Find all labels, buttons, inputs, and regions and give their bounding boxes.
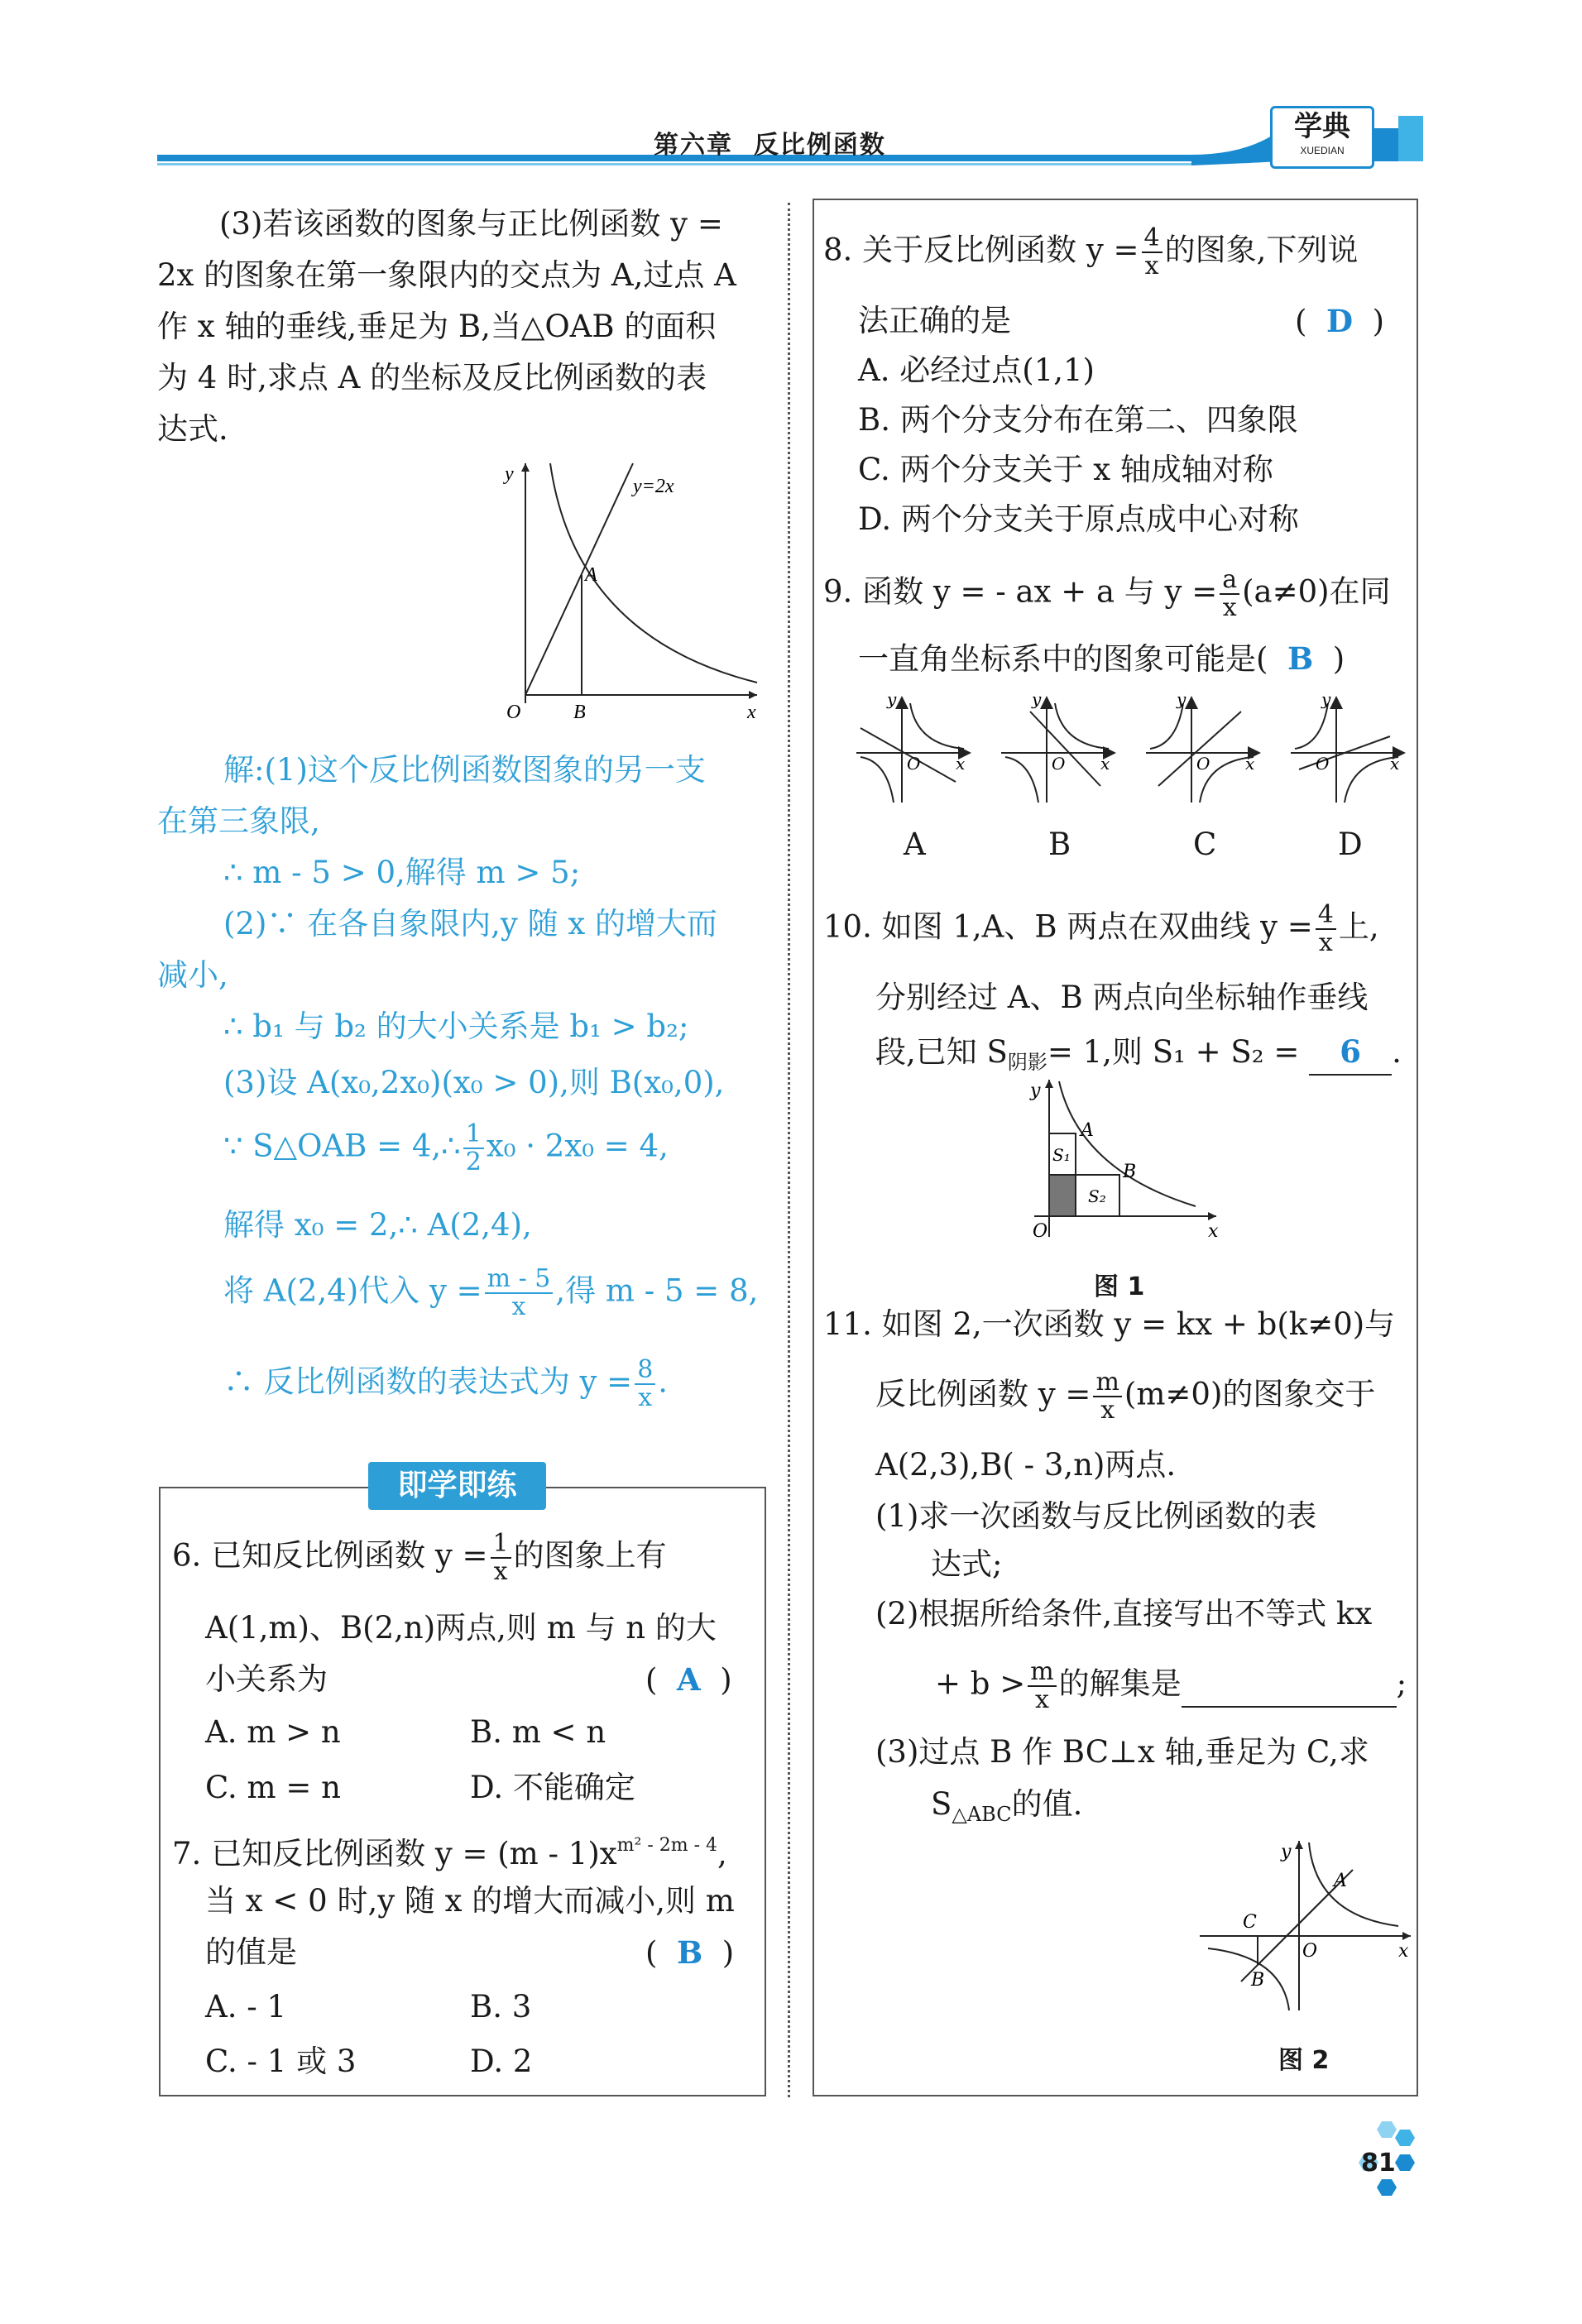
- solution-line9: 解得 x₀ = 2,∴ A(2,4),: [223, 1207, 532, 1243]
- solution-line5: 减小,: [157, 957, 228, 993]
- solution-line7: (3)设 A(x₀,2x₀)(x₀ > 0),则 B(x₀,0),: [223, 1065, 725, 1100]
- solution-line2: 在第三象限,: [157, 803, 320, 839]
- q6-option-a: A. m > n: [205, 1714, 341, 1750]
- svg-text:y: y: [1030, 1081, 1041, 1101]
- q11-figure-caption: 图 2: [1278, 2046, 1330, 2075]
- svg-text:O: O: [1316, 754, 1330, 774]
- q3-line2: 2x 的图象在第一象限内的交点为 A,过点 A: [157, 257, 736, 293]
- q8-option-c: C. 两个分支关于 x 轴成轴对称: [858, 452, 1273, 487]
- q8-line2: 法正确的是: [858, 303, 1011, 338]
- q9-graph-d: [1291, 689, 1402, 803]
- q7-line2: 当 x < 0 时,y 随 x 的增大而减小,则 m: [205, 1883, 735, 1919]
- svg-text:x: x: [1100, 754, 1110, 774]
- q3-graph-line-label: y=2x: [633, 476, 674, 497]
- q3-graph-o-label: O: [506, 702, 521, 723]
- q9-graph-a: [856, 689, 968, 803]
- q3-graph-y-label: y: [505, 463, 514, 485]
- q7-line1: 7. 已知反比例函数 $y = (m - 1)x^{m^2 - 2m - 4}$,: [172, 1835, 727, 1871]
- svg-text:x: x: [1245, 754, 1255, 774]
- q11-line5: 达式;: [931, 1546, 1003, 1582]
- q10-line2: 分别经过 A、B 两点向坐标轴作垂线: [875, 980, 1369, 1015]
- solution-line8: ∵ S△OAB = 4,∴ $\frac{1}{2}$ x₀ · 2x₀ = 4,: [223, 1119, 669, 1176]
- svg-text:O: O: [1302, 1941, 1318, 1962]
- svg-text:B: B: [1251, 1970, 1265, 1991]
- svg-text:x: x: [956, 754, 966, 774]
- svg-text:y: y: [887, 689, 897, 709]
- q8-line1: 8. 关于反比例函数 y = $\frac{4}{x}$ 的图象,下列说: [823, 223, 1359, 280]
- q11-line2: 反比例函数 y = $\frac{m}{x}$ (m≠0)的图象交于: [875, 1368, 1376, 1425]
- practice-title: 即学即练: [368, 1462, 546, 1510]
- q6-line3: 小关系为: [205, 1661, 328, 1697]
- q7-option-a: A. - 1: [205, 1989, 287, 2025]
- q8-option-b: B. 两个分支分布在第二、四象限: [858, 402, 1298, 438]
- brand-logo: 学典 XUEDIAN: [1270, 106, 1374, 169]
- q11-line7: + b > $\frac{m}{x}$ 的解集是 ;: [935, 1657, 1407, 1714]
- q11-figure: [1191, 1833, 1415, 2019]
- q7-option-b: B. 3: [470, 1989, 532, 2025]
- q11-line3: A(2,3),B( - 3,n)两点.: [875, 1447, 1177, 1483]
- svg-text:A: A: [1334, 1871, 1347, 1891]
- svg-text:S₂: S₂: [1088, 1186, 1106, 1206]
- q8-option-d: D. 两个分支关于原点成中心对称: [858, 501, 1299, 537]
- q7-answer: ( B ): [645, 1934, 735, 1971]
- q6-line1: 6. 已知反比例函数 y = $\frac{1}{x}$ 的图象上有: [172, 1529, 667, 1586]
- solution-line1: 解:(1)这个反比例函数图象的另一支: [223, 752, 706, 788]
- svg-text:O: O: [907, 754, 921, 774]
- column-divider: [788, 203, 790, 2097]
- q11-line9: $S_{\triangle ABC}$的值.: [931, 1786, 1083, 1826]
- svg-text:O: O: [1052, 754, 1066, 774]
- svg-text:B: B: [1123, 1162, 1137, 1182]
- solution-line6: ∴ b₁ 与 b₂ 的大小关系是 b₁ > b₂;: [223, 1009, 689, 1044]
- svg-text:x: x: [1208, 1221, 1219, 1242]
- q3-graph: [484, 455, 765, 728]
- q11-line6: (2)根据所给条件,直接写出不等式 kx: [875, 1596, 1373, 1632]
- q3-line3: 作 x 轴的垂线,垂足为 B,当△OAB 的面积: [157, 309, 717, 344]
- page-number: 81: [1361, 2149, 1396, 2178]
- q9-choice-d: D: [1338, 827, 1363, 862]
- q10-line3: 段,已知 $S_{阴影}= 1$,则 S₁ + S₂ = 6 .: [875, 1030, 1402, 1084]
- solution-line10: 将 A(2,4)代入 y = $\frac{m - 5}{x}$ ,得 m - 5 = 8,: [223, 1264, 759, 1321]
- q9-graph-c: [1146, 689, 1258, 803]
- svg-text:y: y: [1032, 689, 1042, 709]
- svg-text:S₁: S₁: [1052, 1145, 1071, 1165]
- q3-graph-x-label: x: [747, 702, 756, 723]
- q9-line2: 一直角坐标系中的图象可能是( B ): [858, 640, 1345, 677]
- q7-option-c: C. - 1 或 3: [205, 2044, 357, 2079]
- q6-answer: ( A ): [645, 1661, 732, 1698]
- q11-line4: (1)求一次函数与反比例函数的表: [875, 1498, 1317, 1534]
- chapter-title: 第六章 反比例函数: [654, 131, 886, 160]
- q9-choice-c: C: [1193, 827, 1217, 862]
- svg-text:x: x: [1398, 1941, 1409, 1962]
- q6-option-d: D. 不能确定: [470, 1770, 635, 1805]
- q9-graph-b: [1001, 689, 1113, 803]
- svg-text:A: A: [1081, 1120, 1094, 1141]
- q8-answer: ( D ): [1295, 303, 1385, 339]
- q9-choice-b: B: [1048, 827, 1071, 862]
- q9-choice-a: A: [904, 827, 926, 862]
- q7-option-d: D. 2: [470, 2044, 533, 2079]
- q6-line2: A(1,m)、B(2,n)两点,则 m 与 n 的大: [205, 1610, 717, 1646]
- q11-line8: (3)过点 B 作 BC⊥x 轴,垂足为 C,求: [875, 1734, 1369, 1770]
- q3-graph-a-label: A: [585, 564, 597, 586]
- svg-text:y: y: [1281, 1842, 1292, 1862]
- q3-graph-b-label: B: [573, 702, 586, 723]
- q10-line1: 10. 如图 1,A、B 两点在双曲线 y = $\frac{4}{x}$ 上,: [823, 900, 1379, 957]
- solution-line11: ∴ 反比例函数的表达式为 y = $\frac{8}{x}$ .: [223, 1355, 669, 1412]
- svg-text:y: y: [1321, 689, 1331, 709]
- q11-line1: 11. 如图 2,一次函数 y = kx + b(k≠0)与: [823, 1306, 1396, 1342]
- q8-option-a: A. 必经过点(1,1): [858, 352, 1095, 388]
- q9-line1: 9. 函数 y = - ax + a 与 y = $\frac{a}{x}$ (a≠0)在同: [823, 565, 1391, 622]
- q3-line1: (3)若该函数的图象与正比例函数 y =: [219, 206, 723, 242]
- q3-line4: 为 4 时,求点 A 的坐标及反比例函数的表: [157, 360, 707, 395]
- svg-text:y: y: [1177, 689, 1186, 709]
- q3-line5: 达式.: [157, 411, 228, 447]
- solution-line4: (2)∵ 在各自象限内,y 随 x 的增大而: [223, 906, 717, 942]
- svg-text:x: x: [1390, 754, 1400, 774]
- q10-figure: [1009, 1071, 1225, 1253]
- q10-figure-caption: 图 1: [1094, 1272, 1145, 1301]
- q6-option-b: B. m < n: [470, 1714, 606, 1750]
- svg-text:O: O: [1196, 754, 1210, 774]
- solution-line3: ∴ m - 5 > 0,解得 m > 5;: [223, 855, 581, 890]
- q9-option-graphs: [852, 687, 1415, 811]
- svg-text:C: C: [1243, 1912, 1257, 1933]
- svg-text:O: O: [1033, 1221, 1048, 1242]
- q6-option-c: C. m = n: [205, 1770, 341, 1805]
- q7-line3: 的值是: [205, 1934, 297, 1970]
